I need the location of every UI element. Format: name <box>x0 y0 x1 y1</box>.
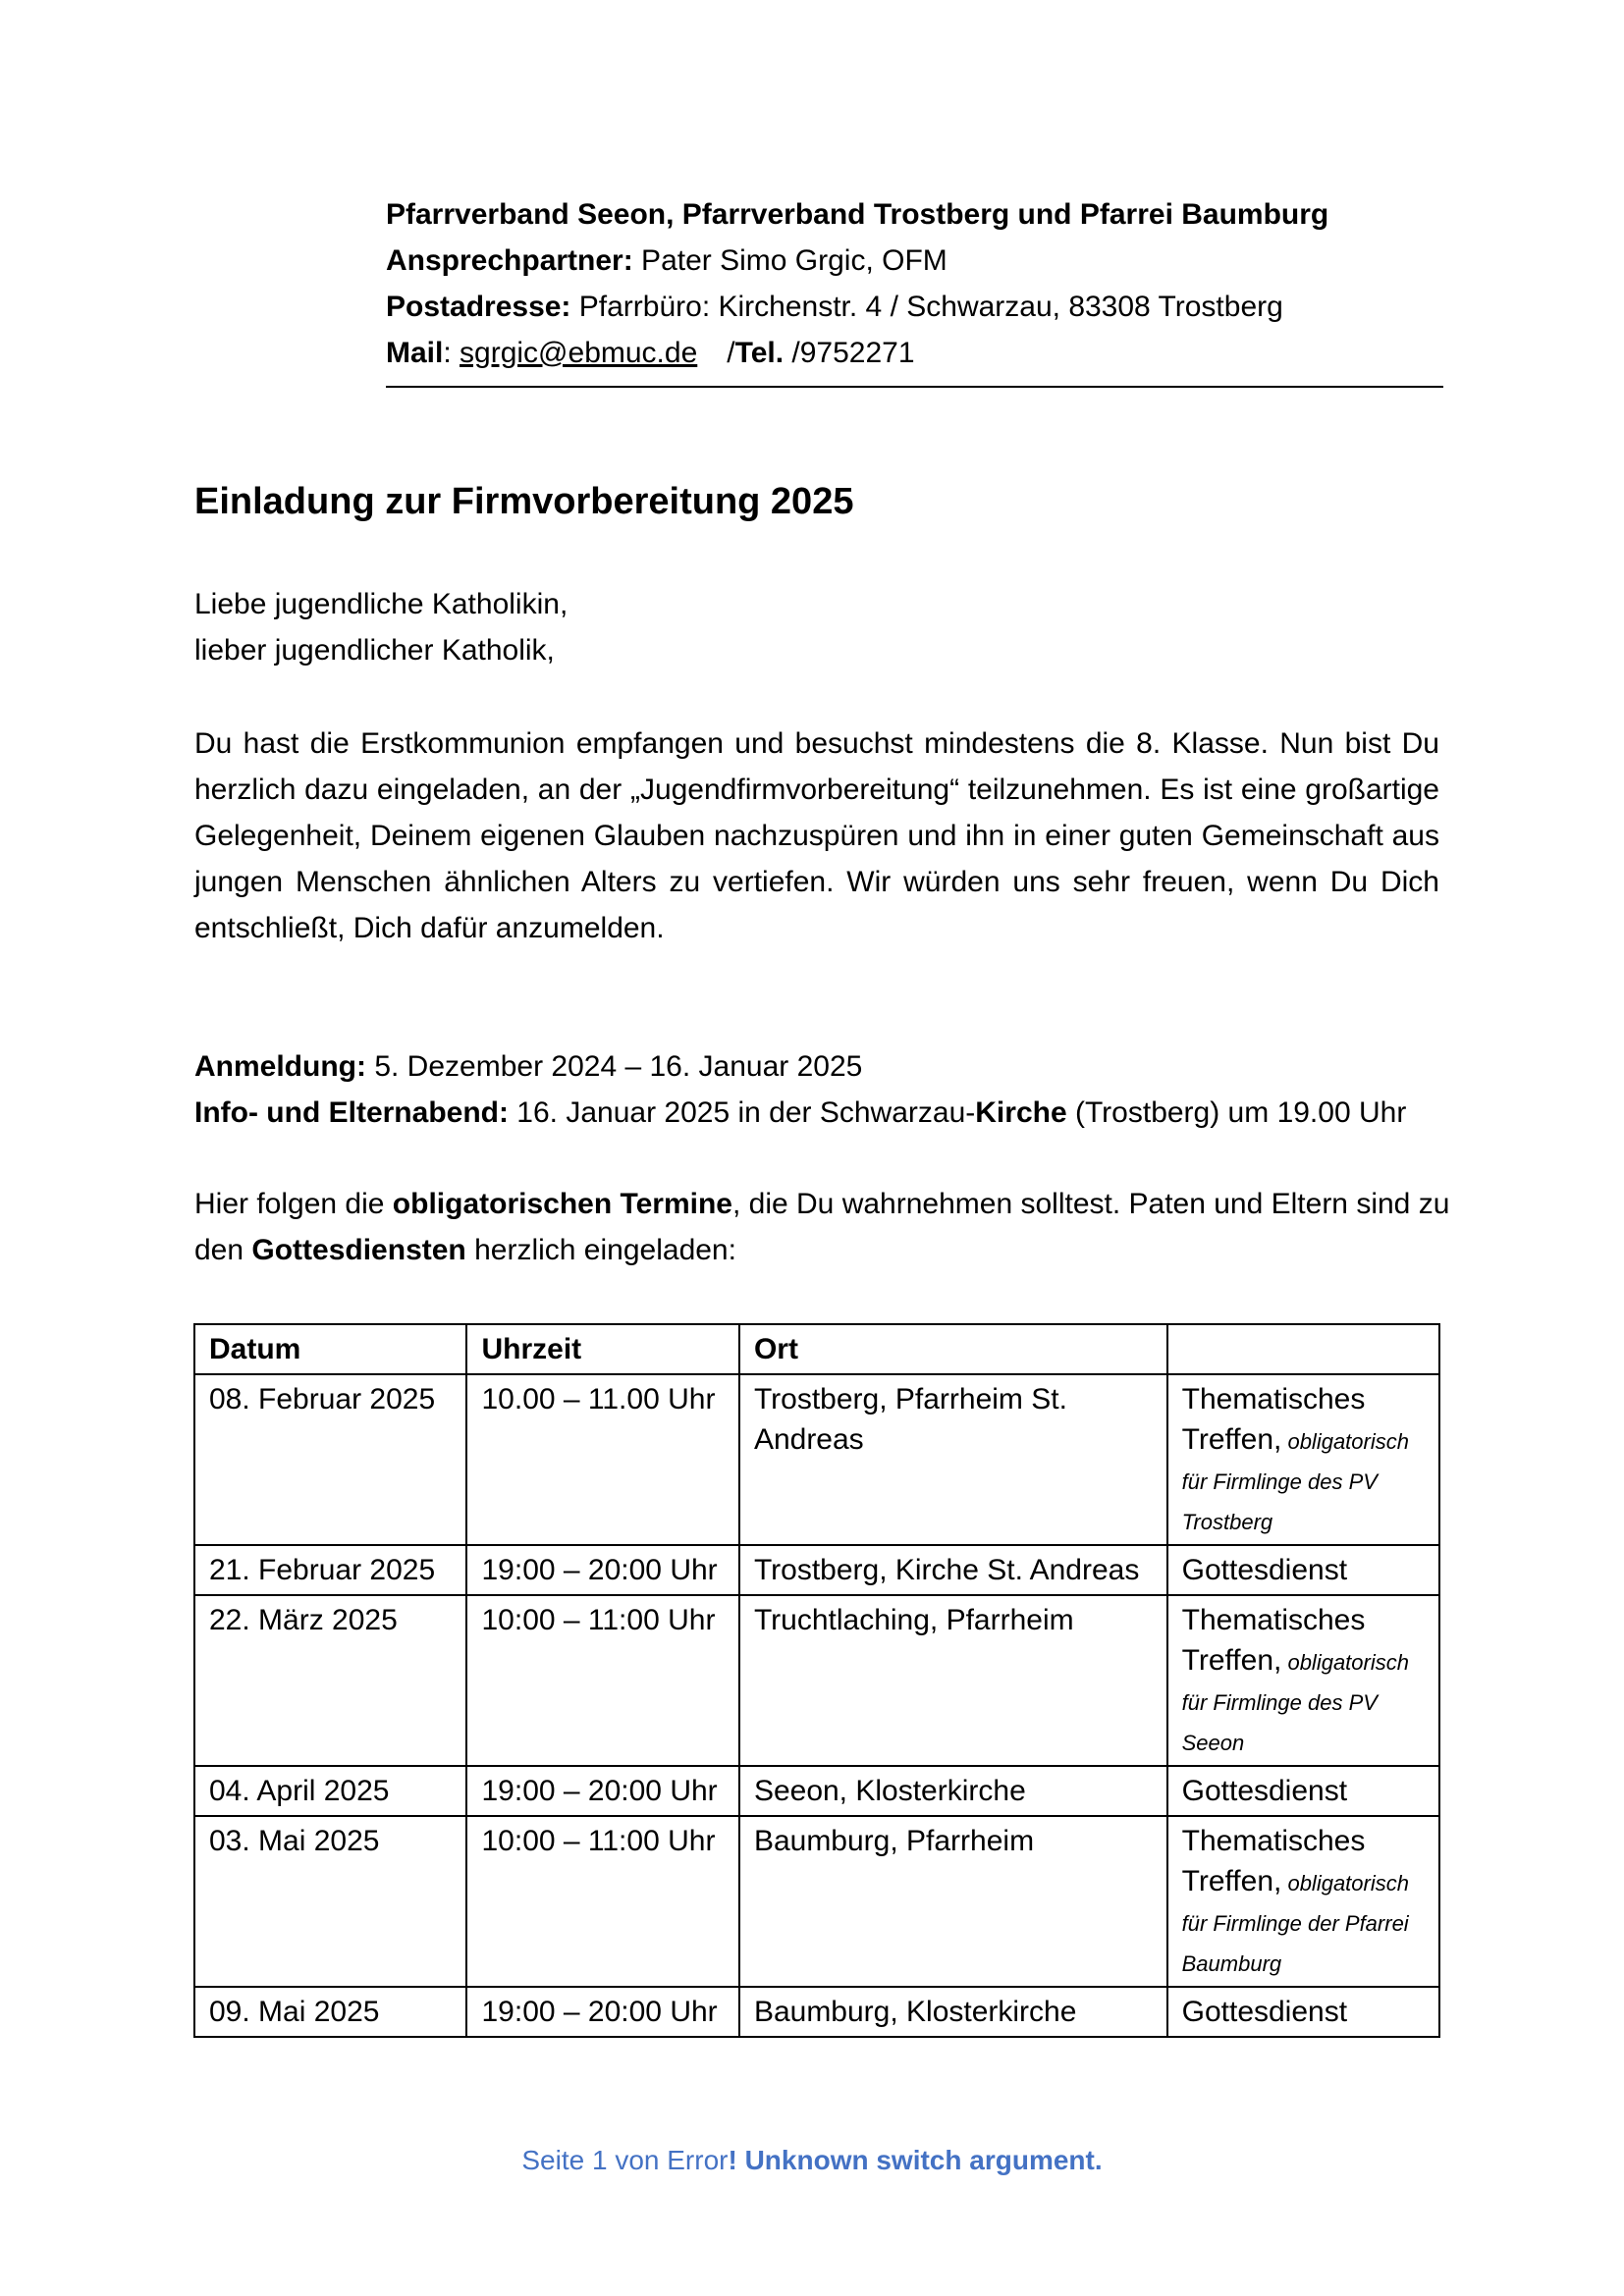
schedule-table <box>193 1323 1440 2038</box>
cell-place: Baumburg, Pfarrheim <box>739 1816 1167 1987</box>
cell-time: 19:00 – 20:00 Uhr <box>466 1987 738 2037</box>
cell-place: Trostberg, Pfarrheim St. Andreas <box>739 1374 1167 1545</box>
cell-date: 09. Mai 2025 <box>194 1987 466 2037</box>
mail-link[interactable]: sgrgic@ebmuc.de <box>460 337 698 369</box>
greeting <box>194 581 1441 673</box>
page-footer: Seite 1 von Error! Unknown switch argument. <box>521 2145 1103 2175</box>
cell-time: 19:00 – 20:00 Uhr <box>466 1766 738 1816</box>
cell-place: Baumburg, Klosterkirche <box>739 1987 1167 2037</box>
page-title: Einladung zur Firmvorbereitung 2025 <box>194 481 854 522</box>
cell-type: Thematisches Treffen, obligatorisch für Firmlinge des PV Seeon <box>1167 1595 1439 1766</box>
cell-type: Gottesdienst <box>1167 1766 1439 1816</box>
table-row <box>194 1374 1439 1545</box>
cell-place: Seeon, Klosterkirche <box>739 1766 1167 1816</box>
key-dates <box>194 1043 1451 1136</box>
cell-type: Thematisches Treffen, obligatorisch für Firmlinge der Pfarrei Baumburg <box>1167 1816 1439 1987</box>
table-header-row <box>194 1324 1439 1374</box>
cell-place: Trostberg, Kirche St. Andreas <box>739 1545 1167 1595</box>
cell-place: Truchtlaching, Pfarrheim <box>739 1595 1167 1766</box>
table-row <box>194 1816 1439 1987</box>
cell-type: Gottesdienst <box>1167 1545 1439 1595</box>
table-row <box>194 1545 1439 1595</box>
registration-line: Anmeldung: 5. Dezember 2024 – 16. Januar 2025 <box>194 1050 863 1083</box>
cell-type: Gottesdienst <box>1167 1987 1439 2037</box>
cell-date: 04. April 2025 <box>194 1766 466 1816</box>
greeting-line-1: Liebe jugendliche Katholikin, <box>194 588 568 620</box>
cell-time: 10.00 – 11.00 Uhr <box>466 1374 738 1545</box>
cell-date: 21. Februar 2025 <box>194 1545 466 1595</box>
header-datum: Datum <box>194 1324 466 1374</box>
greeting-line-2: lieber jugendlicher Katholik, <box>194 634 555 667</box>
cell-time: 10:00 – 11:00 Uhr <box>466 1595 738 1766</box>
letterhead-org: Pfarrverband Seeon, Pfarrverband Trostberg und Pfarrei Baumburg <box>386 198 1329 231</box>
info-evening-line: Info- und Elternabend: 16. Januar 2025 in der Schwarzau-Kirche (Trostberg) um 19.00 Uhr <box>194 1096 1407 1129</box>
cell-date: 03. Mai 2025 <box>194 1816 466 1987</box>
letterhead <box>386 191 1443 388</box>
header-ort: Ort <box>739 1324 1167 1374</box>
table-row <box>194 1595 1439 1766</box>
letterhead-contact: Ansprechpartner: Pater Simo Grgic, OFM <box>386 244 947 277</box>
cell-date: 08. Februar 2025 <box>194 1374 466 1545</box>
cell-date: 22. März 2025 <box>194 1595 466 1766</box>
cell-time: 10:00 – 11:00 Uhr <box>466 1816 738 1987</box>
header-uhrzeit: Uhrzeit <box>466 1324 738 1374</box>
cell-time: 19:00 – 20:00 Uhr <box>466 1545 738 1595</box>
letterhead-postal: Postadresse: Pfarrbüro: Kirchenstr. 4 / Schwarzau, 83308 Trostberg <box>386 291 1283 323</box>
header-type <box>1167 1324 1439 1374</box>
cell-type: Thematisches Treffen, obligatorisch für Firmlinge des PV Trostberg <box>1167 1374 1439 1545</box>
letterhead-mail: Mail: sgrgic@ebmuc.de /Tel. /9752271 <box>386 337 915 369</box>
schedule-note: Hier folgen die obligatorischen Termine, die Du wahrnehmen solltest. Paten und Eltern sind zu den Gottesdiensten herzlich eingeladen: <box>194 1188 1450 1266</box>
table-row <box>194 1766 1439 1816</box>
intro-paragraph: Du hast die Erstkommunion empfangen und besuchst mindestens die 8. Klasse. Nun bist Du herzlich dazu eingeladen, an der „Jugendfirmvorbereitung“ teilzunehmen. Es ist eine großartige Gelegenheit, Deinem eigenen Glauben nachzuspüren und ihn in einer guten Gemeinschaft aus jungen Menschen ähnlichen Alters zu vertiefen. Wir würden uns sehr freuen, wenn Du Dich entschließt, Dich dafür anzumelden. <box>194 727 1439 944</box>
table-row <box>194 1987 1439 2037</box>
